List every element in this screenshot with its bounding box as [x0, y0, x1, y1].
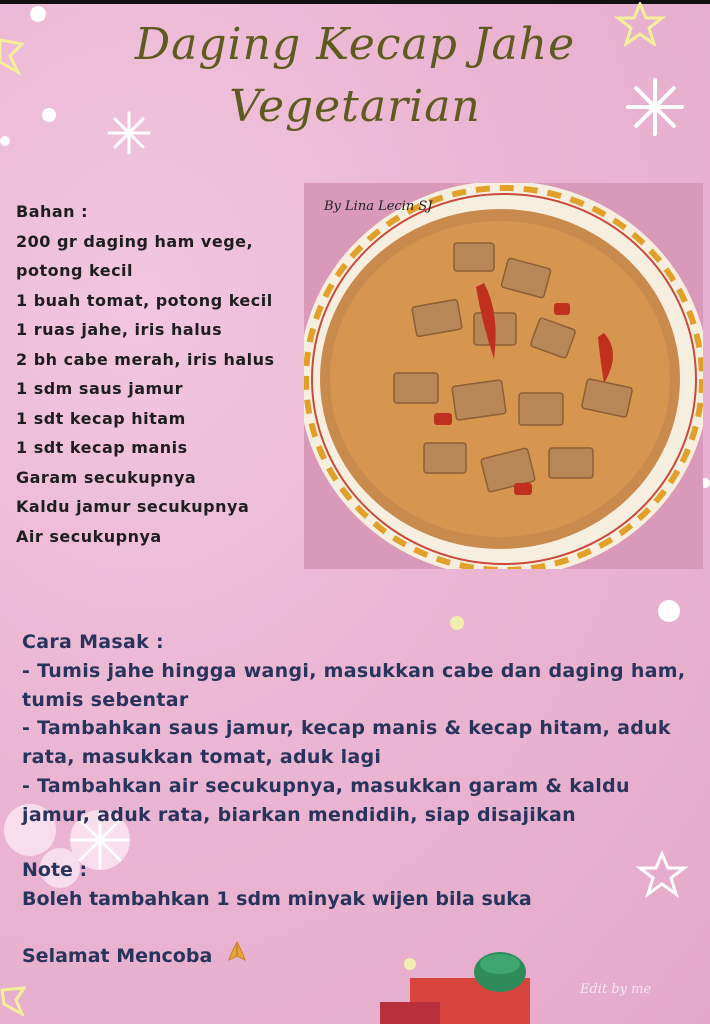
- dish-illustration: [304, 183, 703, 569]
- ingredient-item: 1 sdt kecap hitam: [16, 408, 186, 428]
- ingredient-item: Garam secukupnya: [16, 467, 197, 487]
- ingredient-item: 1 ruas jahe, iris halus: [16, 320, 223, 339]
- title-line-1: Daging Kecap Jahe: [134, 19, 576, 70]
- note-text: Boleh tambahkan 1 sdm minyak wijen bila suka: [22, 888, 532, 910]
- ingredients-heading: Bahan :: [16, 202, 89, 221]
- top-frame-border: [0, 0, 710, 4]
- ingredient-item: 2 bh cabe merah, iris halus: [16, 349, 275, 369]
- dish-photo: [304, 183, 703, 569]
- decor-dot: [658, 600, 680, 622]
- star-icon: [0, 986, 26, 1016]
- closing-line: [22, 940, 249, 971]
- photo-credit: By Lina Lecin SJ: [324, 199, 433, 214]
- gift-decoration: [380, 950, 540, 1024]
- note-section: [22, 856, 692, 914]
- method-line: - Tambahkan saus jamur, kecap manis & kecap hitam, aduk: [22, 717, 671, 740]
- method-line: tumis sebentar: [22, 688, 189, 711]
- ingredient-item: 1 buah tomat, potong kecil: [16, 290, 273, 310]
- method-line: - Tambahkan air secukupnya, masukkan garam & kaldu: [22, 774, 630, 797]
- method-line: rata, masukkan tomat, aduk lagi: [22, 746, 382, 769]
- edit-credit: Edit by me: [580, 982, 652, 997]
- method-line: - Tumis jahe hingga wangi, masukkan cabe dan daging ham,: [22, 659, 686, 682]
- method-section: [22, 628, 692, 830]
- ingredient-item: 1 sdm saus jamur: [16, 379, 183, 398]
- note-heading: Note :: [22, 859, 88, 881]
- ingredient-item: 1 sdt kecap manis: [16, 438, 188, 457]
- method-heading: Cara Masak :: [22, 631, 164, 653]
- ingredients-section: [16, 197, 301, 551]
- method-line: jamur, aduk rata, biarkan mendidih, siap disajikan: [22, 803, 577, 826]
- recipe-title: [0, 14, 710, 138]
- ingredient-item: Kaldu jamur secukupnya: [16, 497, 250, 516]
- ingredient-item: 200 gr daging ham vege,: [16, 231, 254, 251]
- folded-hands-icon: [225, 940, 249, 971]
- closing-text: Selamat Mencoba: [22, 945, 213, 967]
- ingredient-item: potong kecil: [16, 261, 134, 280]
- title-line-2: Vegetarian: [229, 81, 481, 132]
- ingredient-item: Air secukupnya: [16, 526, 162, 546]
